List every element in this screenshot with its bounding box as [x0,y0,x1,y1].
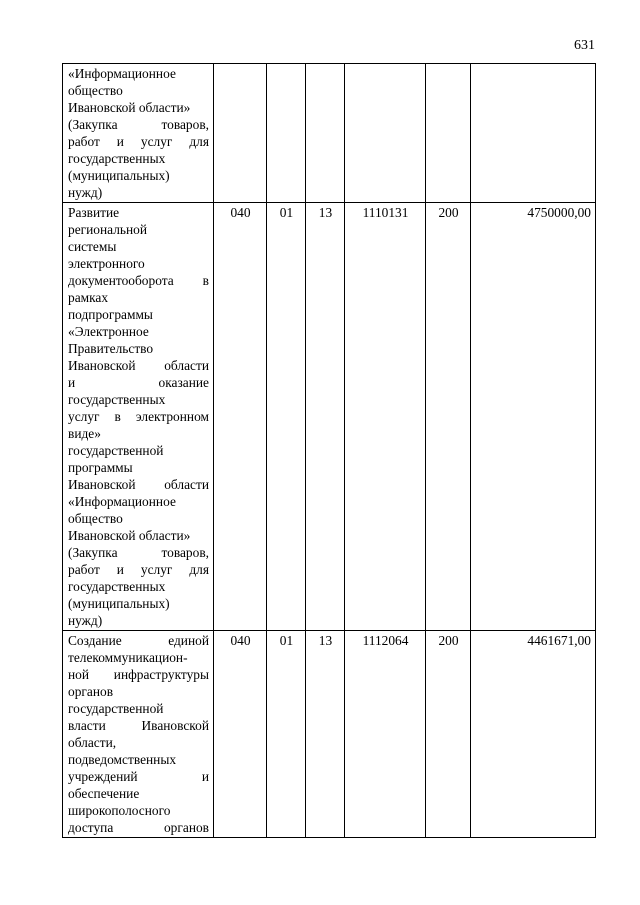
description-line: обеспечение [68,786,140,801]
description-line: Правительство [68,341,154,356]
description-line: (Закупка товаров, [68,117,209,132]
expense-type-cell [426,64,471,203]
expense-description-cell [63,203,214,631]
target-article-cell [345,64,426,203]
expense-type-cell: 200 [426,203,471,631]
description-line: программы [68,460,133,475]
description-line: и оказание [68,375,209,390]
target-article-cell: 1112064 [345,631,426,838]
description-line: «Электронное [68,324,149,339]
description-line: государственных [68,392,166,407]
table-row [63,631,596,838]
description-line: услуг в электронном [68,409,209,424]
description-line: работ и услуг для [68,562,209,577]
description-line: рамках [68,290,109,305]
description-line: государственных [68,579,166,594]
description-line: региональной [68,222,148,237]
description-line: подведомственных [68,752,177,767]
budget-table [62,63,596,838]
description-line: Ивановской области [68,358,209,373]
description-line: «Информационное [68,494,176,509]
subsection-code-cell: 13 [306,631,345,838]
description-line: работ и услуг для [68,134,209,149]
description-line: органов [68,684,114,699]
table-row [63,203,596,631]
description-line: Ивановской области [68,477,209,492]
description-line: «Информационное [68,66,176,81]
description-line: широкополосного [68,803,171,818]
expense-description-cell [63,631,214,838]
description-line: государственной [68,443,164,458]
description-line: Развитие [68,205,120,220]
ministry-code-cell: 040 [214,631,267,838]
description-line: общество [68,83,123,98]
page-number: 631 [574,38,595,53]
amount-cell: 4750000,00 [471,203,596,631]
amount-cell: 4461671,00 [471,631,596,838]
description-line: государственной [68,701,164,716]
description-line: (Закупка товаров, [68,545,209,560]
description-line: (муниципальных) [68,168,170,183]
expense-description-cell [63,64,214,203]
description-line: нужд) [68,185,103,200]
section-code-cell: 01 [267,631,306,838]
description-line: Создание единой [68,633,209,648]
subsection-code-cell [306,64,345,203]
description-line: доступа органов [68,820,209,835]
ministry-code-cell: 040 [214,203,267,631]
description-line: Ивановской области» [68,100,191,115]
ministry-code-cell [214,64,267,203]
subsection-code-cell: 13 [306,203,345,631]
description-line: власти Ивановской [68,718,209,733]
description-line: виде» [68,426,101,441]
description-line: ной инфраструктуры [68,667,209,682]
description-line: системы [68,239,117,254]
description-line: документооборота в [68,273,209,288]
expense-type-cell: 200 [426,631,471,838]
section-code-cell [267,64,306,203]
description-line: государственных [68,151,166,166]
description-line: подпрограммы [68,307,153,322]
target-article-cell: 1110131 [345,203,426,631]
description-line: (муниципальных) [68,596,170,611]
description-line: телекоммуникацион- [68,650,188,665]
table-row [63,64,596,203]
section-code-cell: 01 [267,203,306,631]
description-line: учреждений и [68,769,209,784]
description-line: электронного [68,256,145,271]
description-line: Ивановской области» [68,528,191,543]
description-line: области, [68,735,117,750]
amount-cell [471,64,596,203]
description-line: нужд) [68,613,103,628]
description-line: общество [68,511,123,526]
